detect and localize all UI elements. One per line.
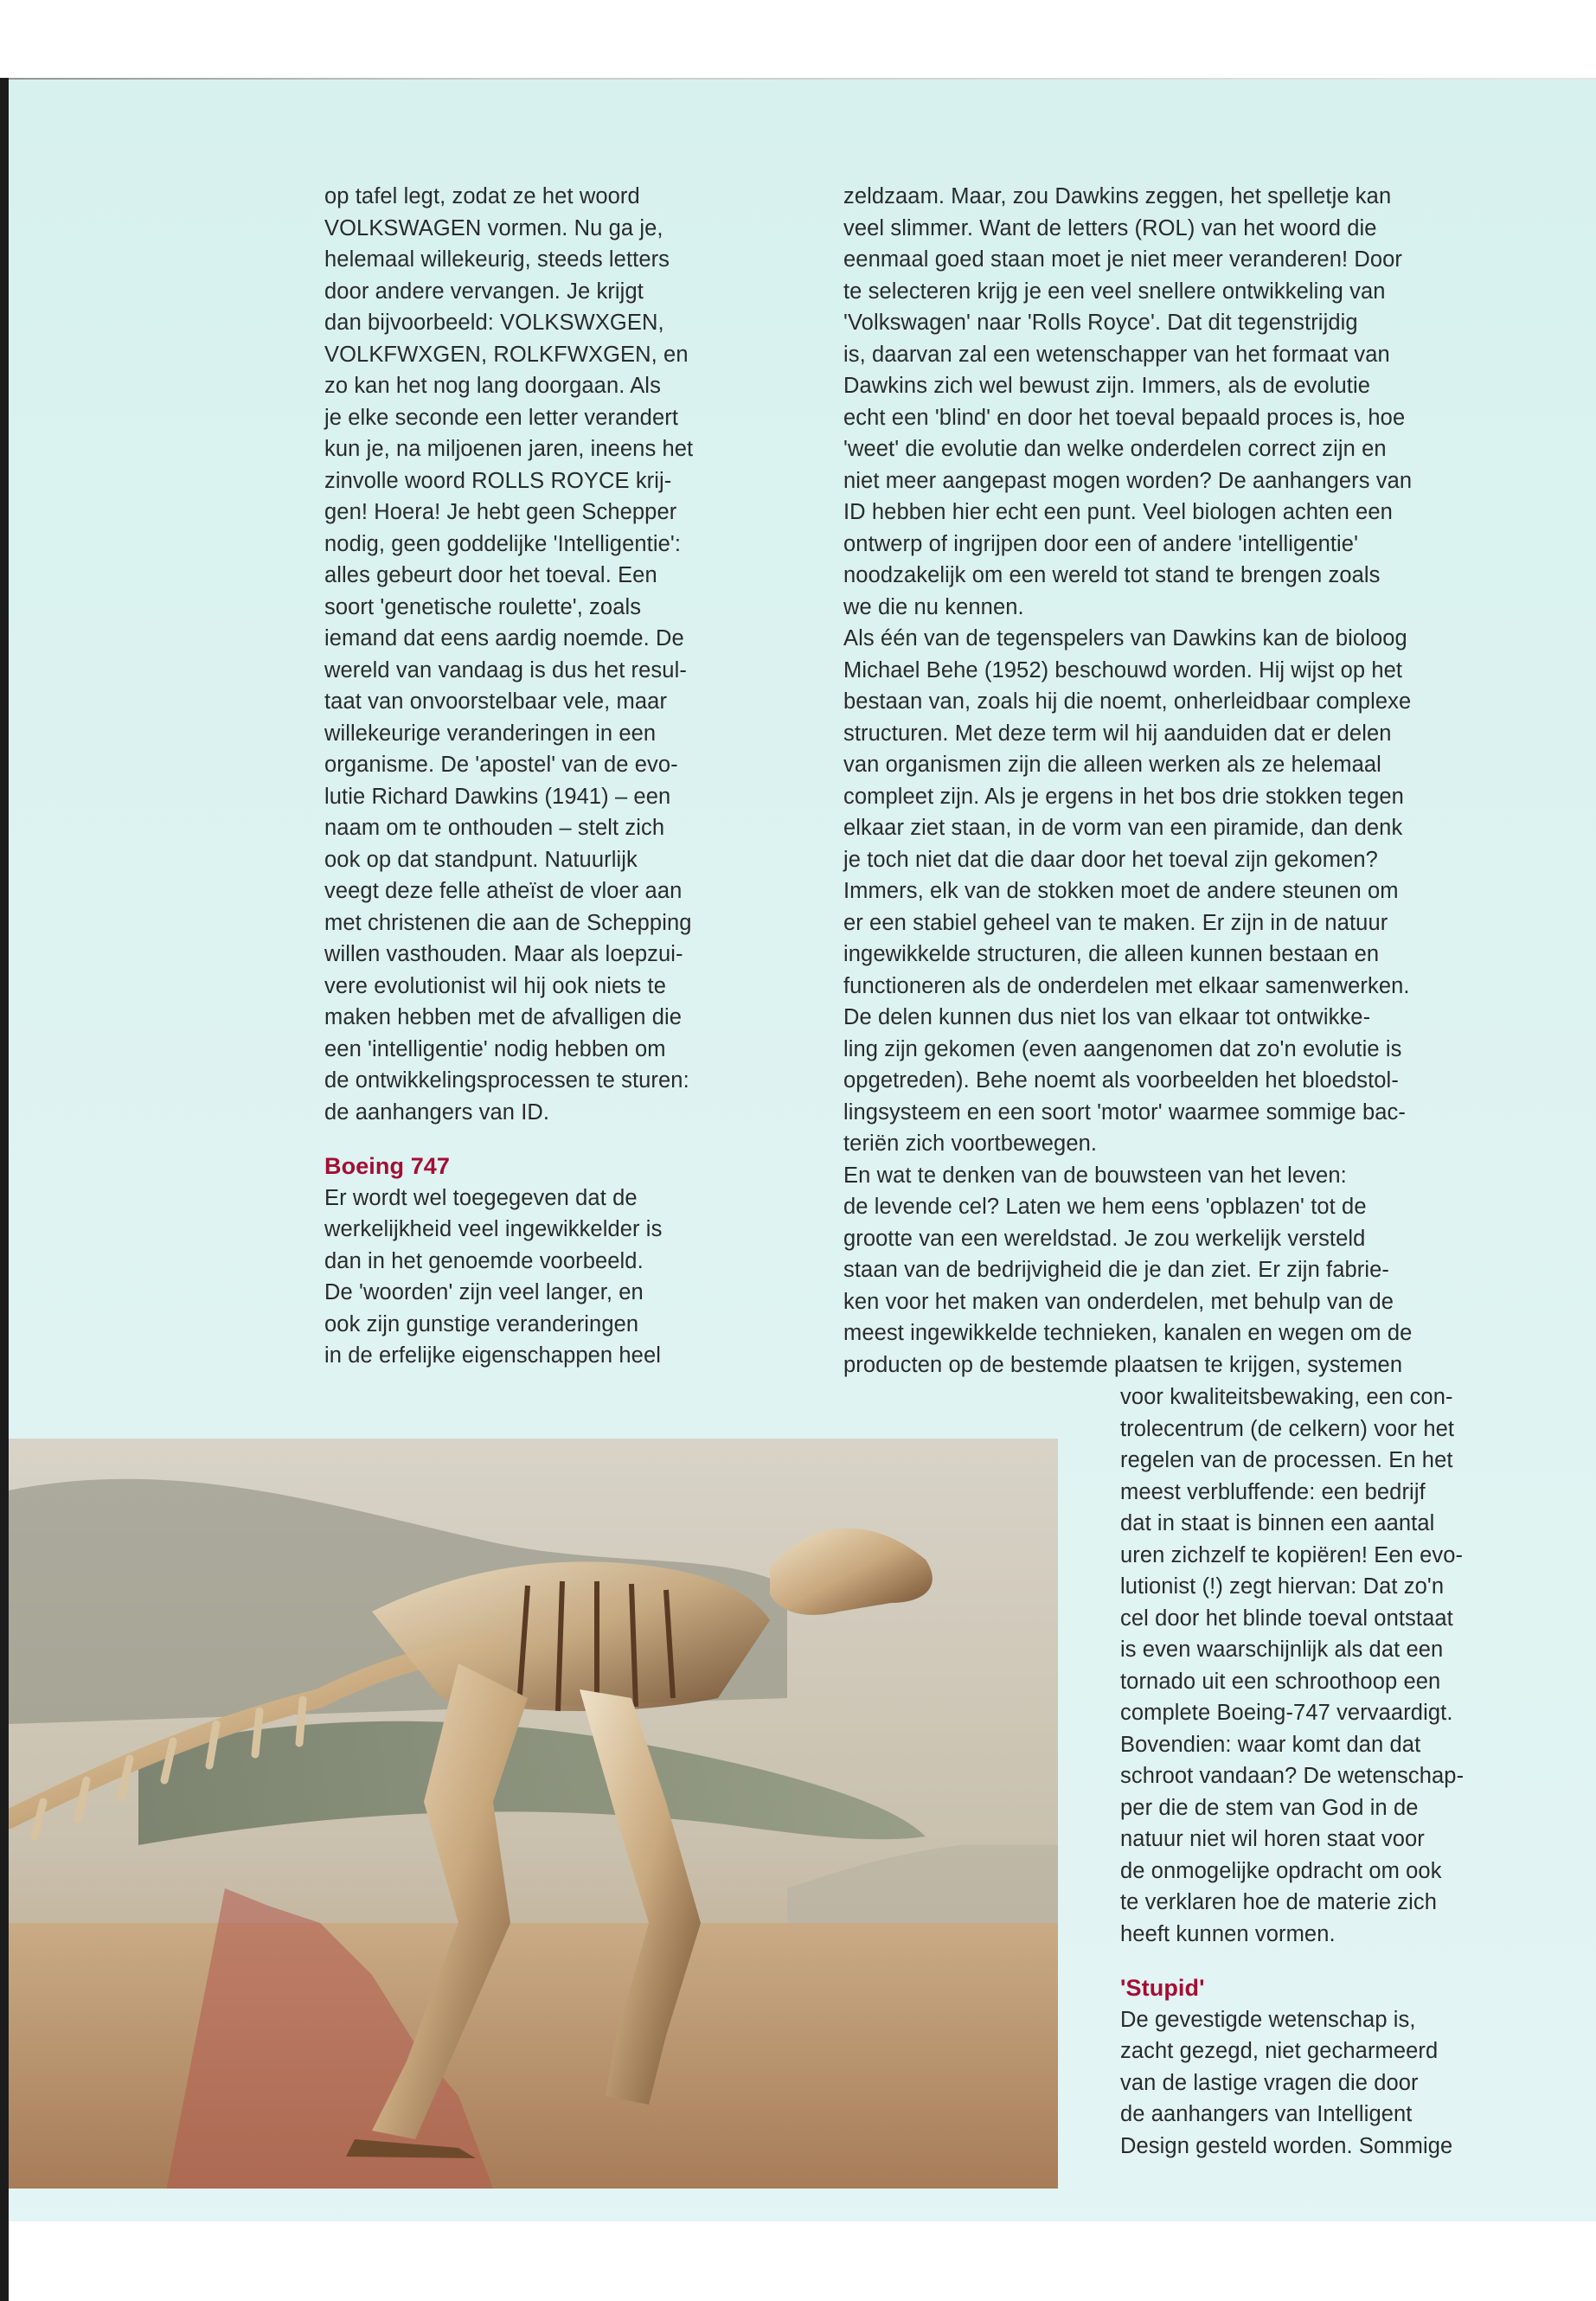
- text-line: VOLKSWAGEN vormen. Nu ga je,: [324, 215, 663, 240]
- text-line: vere evolutionist wil hij ook niets te: [324, 973, 666, 998]
- text-line: lutie Richard Dawkins (1941) – een: [324, 784, 671, 809]
- text-line: ontwerp of ingrijpen door een of andere 'intelligentie': [843, 531, 1359, 556]
- text-line: dan bijvoorbeeld: VOLKSWXGEN,: [324, 311, 664, 335]
- text-line: willen vasthouden. Maar als loepzui-: [324, 942, 683, 966]
- text-line: De 'woorden' zijn veel langer, en: [324, 1280, 644, 1304]
- text-line: structuren. Met deze term wil hij aanduiden dat er delen: [843, 721, 1392, 746]
- text-line: met christenen die aan de Schepping: [324, 910, 692, 935]
- text-line: Design gesteld worden. Sommige: [1120, 2133, 1453, 2158]
- text-line: trolecentrum (de celkern) voor het: [1120, 1416, 1455, 1441]
- text-line: tornado uit een schroothoop een: [1120, 1669, 1441, 1694]
- text-line: Dawkins zich wel bewust zijn. Immers, als de evolutie: [843, 374, 1371, 398]
- text-line: veel slimmer. Want de letters (ROL) van het woord die: [843, 215, 1377, 240]
- text-line: opgetreden). Behe noemt als voorbeelden het bloedstol-: [843, 1068, 1399, 1093]
- text-line: Er wordt wel toegegeven dat de: [324, 1185, 638, 1210]
- text-line: uren zichzelf te kopiëren! Een evo-: [1120, 1542, 1464, 1567]
- text-line: de aanhangers van Intelligent: [1120, 2102, 1413, 2126]
- text-line: ID hebben hier echt een punt. Veel biologen achten een: [843, 500, 1393, 524]
- text-line: je elke seconde een letter verandert: [324, 405, 679, 430]
- text-line: echt een 'blind' en door het toeval bepaald proces is, hoe: [843, 405, 1406, 430]
- text-line: maken hebben met de afvalligen die: [324, 1005, 683, 1029]
- text-line: organisme. De 'apostel' van de evo-: [324, 753, 678, 777]
- text-line: zinvolle woord ROLLS ROYCE krij-: [324, 468, 672, 493]
- boeing-section-body: [324, 1183, 792, 1372]
- text-line: En wat te denken van de bouwsteen van het leven:: [843, 1163, 1347, 1188]
- left-column-body: [324, 181, 792, 1128]
- text-line: elkaar ziet staan, in de vorm van een piramide, dan denk: [843, 816, 1403, 840]
- right-column: [843, 181, 1553, 1381]
- section-gap: [324, 1128, 792, 1150]
- text-line: Michael Behe (1952) beschouwd worden. Hij wijst op het: [843, 657, 1403, 683]
- text-line: grootte van een wereldstad. Je zou werkelijk versteld: [843, 1226, 1366, 1251]
- text-line: Als één van de tegenspelers van Dawkins kan de bioloog: [843, 626, 1407, 651]
- text-line: er een stabiel geheel van te maken. Er zijn in de natuur: [843, 910, 1388, 935]
- text-line: te verklaren hoe de materie zich: [1120, 1890, 1438, 1914]
- text-line: zo kan het nog lang doorgaan. Als: [324, 374, 661, 398]
- text-line: door andere vervangen. Je krijgt: [324, 279, 644, 304]
- text-line: de levende cel? Laten we hem eens 'opblazen' tot de: [843, 1195, 1367, 1219]
- right-narrow-column: [1120, 1381, 1553, 2162]
- text-line: schroot vandaan? De wetenschap-: [1120, 1764, 1465, 1788]
- text-line: willekeurige veranderingen in een: [324, 721, 657, 746]
- text-line: de ontwikkelingsprocessen te sturen:: [324, 1068, 689, 1093]
- text-line: ling zijn gekomen (even aangenomen dat zo'n evolutie is: [843, 1036, 1402, 1061]
- text-line: ook op dat standpunt. Natuurlijk: [324, 847, 638, 872]
- section-gap: [1120, 1950, 1553, 1972]
- text-line: dat in staat is binnen een aantal: [1120, 1511, 1435, 1535]
- heading-stupid: 'Stupid': [1120, 1975, 1205, 2001]
- text-line: heeft kunnen vormen.: [1120, 1921, 1336, 1946]
- text-line: VOLKFWXGEN, ROLKFWXGEN, en: [324, 342, 689, 367]
- dinosaur-skeleton-photo: [9, 1439, 1058, 2189]
- left-column: [324, 181, 792, 1372]
- text-line: zacht gezegd, niet gecharmeerd: [1120, 2039, 1439, 2063]
- text-line: van de lastige vragen die door: [1120, 2070, 1419, 2095]
- text-line: voor kwaliteitsbewaking, een con-: [1120, 1385, 1453, 1409]
- text-line: compleet zijn. Als je ergens in het bos drie stokken tegen: [843, 784, 1404, 809]
- text-line: noodzakelijk om een wereld tot stand te brengen zoals: [843, 563, 1381, 587]
- text-line: gen! Hoera! Je hebt geen Schepper: [324, 500, 677, 524]
- text-line: van organismen zijn die alleen werken als ze helemaal: [843, 753, 1381, 777]
- text-line: meest ingewikkelde technieken, kanalen en wegen om de: [843, 1321, 1413, 1345]
- narrow-column-body: [1120, 1381, 1553, 1950]
- text-line: iemand dat eens aardig noemde. De: [324, 626, 684, 651]
- text-line: de aanhangers van ID.: [324, 1099, 550, 1125]
- text-line: ingewikkelde structuren, die alleen kunnen bestaan en: [843, 942, 1380, 966]
- text-line: complete Boeing-747 vervaardigt.: [1120, 1701, 1453, 1725]
- text-line: de onmogelijke opdracht om ook: [1120, 1858, 1442, 1883]
- text-line: natuur niet wil horen staat voor: [1120, 1827, 1425, 1851]
- text-line: Bovendien: waar komt dan dat: [1120, 1732, 1421, 1757]
- sand-floor: [9, 1923, 1058, 2189]
- text-line: wereld van vandaag is dus het resul-: [324, 657, 687, 683]
- text-line: dan in het genoemde voorbeeld.: [324, 1248, 644, 1273]
- text-line: cel door het blinde toeval ontstaat: [1120, 1606, 1453, 1631]
- scan-bottom-margin: [9, 2221, 1596, 2301]
- text-line: regelen van de processen. En het: [1120, 1448, 1453, 1472]
- right-column-body: [843, 181, 1553, 1381]
- text-line: producten op de bestemde plaatsen te krijgen, systemen: [843, 1352, 1403, 1377]
- text-line: nodig, geen goddelijke 'Intelligentie':: [324, 531, 682, 556]
- text-line: te selecteren krijg je een veel snellere ontwikkeling van: [843, 279, 1386, 304]
- text-line: op tafel legt, zodat ze het woord: [324, 184, 640, 208]
- text-line: per die de stem van God in de: [1120, 1795, 1419, 1820]
- heading-boeing-747: Boeing 747: [324, 1153, 451, 1179]
- text-line: niet meer aangepast mogen worden? De aanhangers van: [843, 468, 1413, 493]
- stupid-section-body: [1120, 2004, 1553, 2163]
- text-line: De gevestigde wetenschap is,: [1120, 2007, 1416, 2032]
- text-line: veegt deze felle atheïst de vloer aan: [324, 879, 683, 903]
- text-line: werkelijkheid veel ingewikkelder is: [324, 1217, 663, 1241]
- text-line: staan van de bedrijvigheid die je dan ziet. Er zijn fabrie-: [843, 1258, 1390, 1282]
- text-line: De delen kunnen dus niet los van elkaar tot ontwikke-: [843, 1005, 1371, 1029]
- text-line: alles gebeurt door het toeval. Een: [324, 563, 657, 587]
- scan-left-edge: [0, 78, 9, 2301]
- text-line: is even waarschijnlijk als dat een: [1120, 1638, 1444, 1662]
- text-line: taat van onvoorstelbaar vele, maar: [324, 689, 668, 714]
- text-line: naam om te onthouden – stelt zich: [324, 816, 665, 840]
- text-line: is, daarvan zal een wetenschapper van het formaat van: [843, 342, 1390, 367]
- text-line: je toch niet dat die daar door het toeval zijn gekomen?: [843, 847, 1378, 872]
- text-line: kun je, na miljoenen jaren, ineens het: [324, 437, 694, 461]
- text-line: teriën zich voortbewegen.: [843, 1131, 1098, 1156]
- text-line: Immers, elk van de stokken moet de andere steunen om: [843, 879, 1399, 903]
- text-line: zeldzaam. Maar, zou Dawkins zeggen, het spelletje kan: [843, 184, 1392, 208]
- text-line: eenmaal goed staan moet je niet meer veranderen! Door: [843, 247, 1403, 272]
- text-line: 'Volkswagen' naar 'Rolls Royce'. Dat dit tegenstrijdig: [843, 311, 1358, 335]
- text-line: lingsysteem en een soort 'motor' waarmee sommige bac-: [843, 1099, 1406, 1125]
- text-line: ook zijn gunstige veranderingen: [324, 1311, 639, 1336]
- text-line: 'weet' die evolutie dan welke onderdelen correct zijn en: [843, 437, 1387, 461]
- text-line: functioneren als de onderdelen met elkaar samenwerken.: [843, 973, 1410, 998]
- text-line: lutionist (!) zegt hiervan: Dat zo'n: [1120, 1574, 1445, 1599]
- text-line: meest verbluffende: een bedrijf: [1120, 1479, 1426, 1504]
- text-line: in de erfelijke eigenschappen heel: [324, 1343, 662, 1368]
- text-line: helemaal willekeurig, steeds letters: [324, 247, 670, 272]
- text-line: ken voor het maken van onderdelen, met behulp van de: [843, 1289, 1394, 1314]
- text-line: we die nu kennen.: [843, 594, 1024, 619]
- text-line: soort 'genetische roulette', zoals: [324, 594, 642, 619]
- text-line: bestaan van, zoals hij die noemt, onherleidbaar complexe: [843, 689, 1412, 714]
- text-line: een 'intelligentie' nodig hebben om: [324, 1036, 666, 1061]
